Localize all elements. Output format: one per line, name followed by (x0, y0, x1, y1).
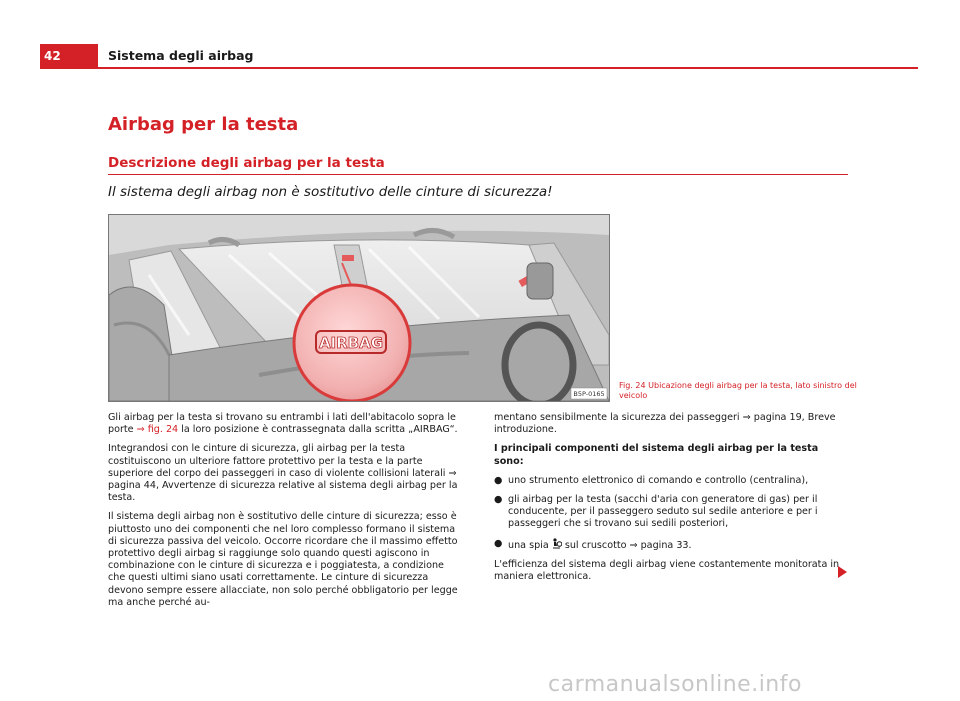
running-title: Sistema degli airbag (108, 48, 254, 63)
airbag-warning-icon (552, 538, 562, 549)
figure-caption: Fig. 24 Ubicazione degli airbag per la testa, lato sinistro del veicolo (619, 381, 857, 400)
list-item (494, 475, 850, 487)
paragraph-continuation: mentano sensibilmente la sicurezza dei passeggeri ⇒ pagina 19, Breve introduzione. (494, 412, 836, 436)
image-code: B5P-0165 (573, 390, 605, 398)
subtitle-rule (108, 174, 848, 175)
list-item (494, 494, 850, 531)
intro-text: Il sistema degli airbag non è sostitutivo delle cinture di sicurezza! (108, 184, 553, 200)
paragraph-location (108, 412, 464, 436)
bullet-icon: ● (494, 494, 503, 506)
paragraph-protection: Integrandosi con le cinture di sicurezza, gli airbag per la testa costituiscono un ulteriore fattore protettivo per la testa e la parte superiore del corpo dei passeggeri in caso di violente collisioni laterali ⇒ pagina 44, Avvertenze di sicurezza relative al sistema degli airbag per la testa. (108, 443, 458, 504)
text-span: la loro posizione è contrassegnata dalla scritta „AIRBAG“. (178, 424, 458, 436)
page-number: 42 (40, 44, 98, 69)
watermark: carmanualsonline.info (548, 672, 802, 697)
section-title: Airbag per la testa (108, 114, 299, 135)
figure-24 (108, 214, 610, 402)
left-column (108, 412, 464, 616)
list-item-text: sul cruscotto ⇒ pagina 33. (561, 539, 692, 551)
paragraph-monitoring: L'efficienza del sistema degli airbag viene costantemente monitorata in maniera elettronica. (494, 558, 840, 583)
bullet-icon: ● (494, 537, 503, 549)
list-item-text: gli airbag per la testa (sacchi d'aria con generatore di gas) per il conducente, per il passeggero seduto sul sedile anteriore e per i passeggeri che si trovano sui sedili posteriori, (508, 494, 818, 530)
airbag-label: AIRBAG (318, 334, 384, 352)
bullet-icon: ● (494, 474, 503, 486)
list-item-text: una spia (508, 539, 552, 551)
paragraph-safety: Il sistema degli airbag non è sostitutivo delle cinture di sicurezza; esso è piuttosto uno dei componenti che nel loro complesso formano il sistema di sicurezza passiva del veicolo. Occorre ricordare che il massimo effetto protettivo degli airbag si raggiunge solo quando questi agiscono in combinazione con le cinture di sicurezza e i poggiatesta, a condizione che questi ultimi siano usati correttamente. Le cinture di sicurezza devono sempre essere allacciate, non solo perché obbligatorio per legge ma anche perché au- (108, 511, 458, 608)
list-item-text: uno strumento elettronico di comando e controllo (centralina), (508, 474, 809, 486)
text-span: Gli airbag per la testa si trovano su entrambi i lati dell'abitacolo sopra le porte (108, 412, 456, 436)
continue-arrow-icon (838, 566, 847, 578)
figure-reference-link[interactable]: ⇒ fig. 24 (136, 424, 179, 436)
components-heading: I principali componenti del sistema degli airbag per la testa sono: (494, 443, 819, 467)
header-rule (98, 67, 918, 69)
section-subtitle: Descrizione degli airbag per la testa (108, 155, 385, 171)
right-column (494, 412, 850, 590)
list-item (494, 538, 850, 552)
car-interior-illustration (109, 215, 609, 401)
